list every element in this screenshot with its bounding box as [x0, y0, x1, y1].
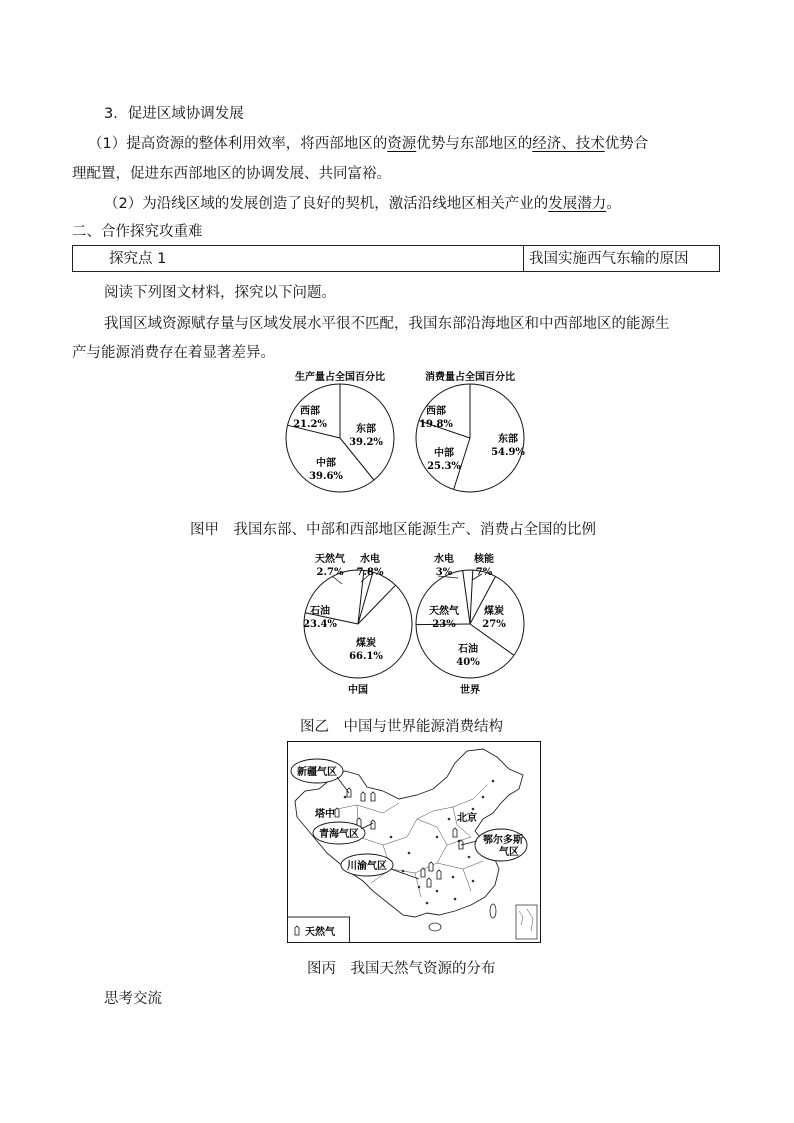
data-label: 54.9%	[491, 447, 525, 458]
intro-line3: 产与能源消费存在着显著差异。	[72, 345, 275, 361]
underlined-answer: 发展潜力	[548, 196, 607, 212]
map-label-tazhong: 塔中	[315, 809, 335, 820]
text: （2）为沿线区域的发展创造了良好的契机，激活沿线地区相关产业的	[104, 196, 549, 212]
slice-label: 天然气	[315, 554, 345, 565]
underlined-answer: 资源	[387, 136, 417, 152]
data-label: 40%	[456, 657, 480, 668]
slice-label: 东部	[498, 434, 518, 445]
slice-label: 中部	[316, 458, 336, 469]
figure-a-caption: 图甲 我国东部、中部和西部地区能源生产、消费占全国的比例	[190, 522, 596, 538]
pie-title: 世界	[460, 685, 480, 696]
figure-b-caption: 图乙 中国与世界能源消费结构	[300, 719, 503, 735]
figure-c-caption: 图丙 我国天然气资源的分布	[307, 961, 496, 977]
figure-c-map	[287, 741, 541, 943]
underlined-answer: 经济、技术	[532, 136, 605, 152]
data-label: 7.8%	[356, 567, 384, 578]
topic-title: 我国实施西气东输的原因	[529, 251, 689, 267]
intro-line2: 我国区域资源赋存量与区域发展水平很不匹配，我国东部沿海地区和中西部地区的能源生	[104, 316, 670, 332]
figure-a-pies	[270, 368, 540, 500]
slice-label: 核能	[474, 554, 494, 565]
intro-line1: 阅读下列图文材料，探究以下问题。	[104, 285, 336, 301]
think-heading: 思考交流	[104, 991, 162, 1007]
data-label: 39.2%	[349, 437, 383, 448]
slice-label: 西部	[426, 406, 446, 417]
section3-para1-line2: 理配置，促进东西部地区的协调发展、共同富裕。	[72, 166, 391, 182]
section3-para2	[104, 194, 621, 214]
slice-label: 煤炭	[484, 606, 504, 617]
topic-label: 探究点 1	[109, 251, 167, 267]
slice-label: 天然气	[429, 606, 459, 617]
data-label: 23%	[432, 619, 456, 630]
figure-b-pies	[298, 548, 530, 700]
legend-label: 天然气	[305, 927, 335, 938]
topic-table	[72, 245, 720, 272]
slice-label: 石油	[458, 644, 478, 655]
data-label: 3%	[435, 567, 453, 578]
map-label-ordos-2: 气区	[499, 847, 519, 858]
text: （1）提高资源的整体利用效率，将西部地区的	[88, 136, 388, 152]
map-label-chuanyu: 川渝气区	[347, 861, 387, 872]
pie-title: 生产量占全国百分比	[295, 372, 385, 383]
gas-field-icon	[295, 926, 299, 935]
data-label: 21.2%	[293, 419, 327, 430]
data-label: 7%	[475, 567, 493, 578]
section3-title: 3．促进区域协调发展	[104, 106, 244, 122]
text: 优势合	[604, 136, 649, 152]
pie-title: 中国	[348, 685, 368, 696]
slice-label: 中部	[434, 448, 454, 459]
map-label-beijing: 北京	[457, 813, 477, 824]
section3-para1-line1	[88, 134, 648, 154]
map-label-qinghai: 青海气区	[319, 829, 359, 840]
south-china-sea-inset	[516, 905, 537, 939]
pie-title: 消费量占全国百分比	[425, 372, 515, 383]
slice-label: 煤炭	[356, 638, 376, 649]
data-label: 19.8%	[419, 419, 453, 430]
data-label: 39.6%	[309, 471, 343, 482]
data-label: 23.4%	[303, 619, 337, 630]
data-label: 66.1%	[349, 651, 383, 662]
section-heading: 二、合作探究攻重难	[72, 224, 203, 240]
map-label-ordos: 鄂尔多斯	[483, 835, 523, 846]
slice-label: 水电	[360, 554, 380, 565]
slice-label: 水电	[434, 554, 454, 565]
text: 。	[606, 196, 621, 212]
data-label: 27%	[482, 619, 506, 630]
slice-label: 西部	[300, 406, 320, 417]
table-divider	[523, 246, 524, 271]
data-label: 25.3%	[427, 461, 461, 472]
map-label-xinjiang: 新疆气区	[297, 767, 337, 778]
data-label: 2.7%	[316, 567, 344, 578]
slice-label: 东部	[356, 424, 376, 435]
text: 优势与东部地区的	[416, 136, 533, 152]
slice-label: 石油	[310, 606, 330, 617]
